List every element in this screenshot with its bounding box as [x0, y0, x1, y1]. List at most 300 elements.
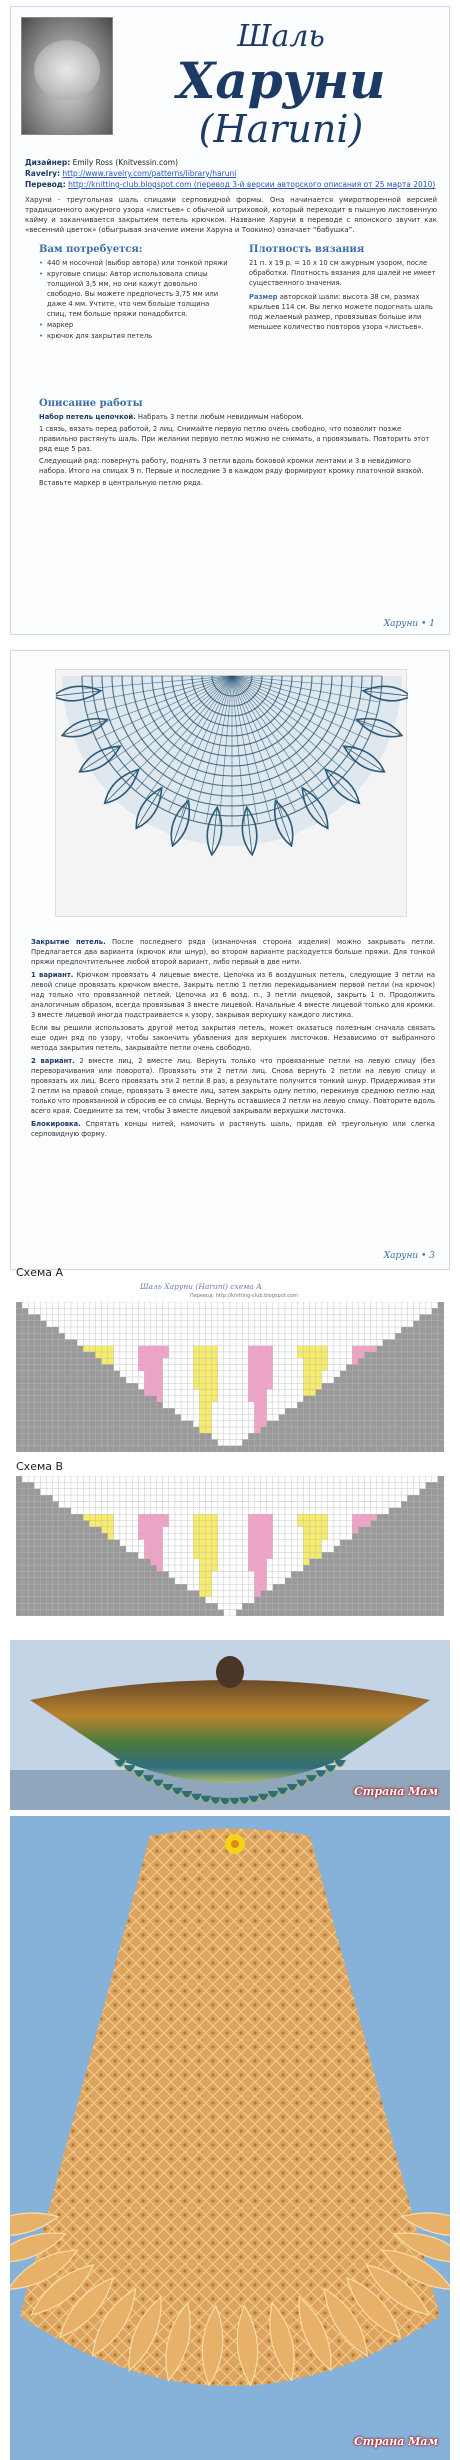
chart-cell [120, 1402, 126, 1408]
chart-cell [401, 1482, 407, 1488]
chart-cell [230, 1571, 236, 1577]
chart-cell [322, 1508, 328, 1514]
chart-cell [328, 1383, 334, 1389]
chart-cell [102, 1327, 108, 1333]
chart-cell [108, 1446, 114, 1452]
chart-cell [279, 1340, 285, 1346]
chart-cell [114, 1446, 120, 1452]
chart-cell [224, 1578, 230, 1584]
chart-cell [413, 1495, 419, 1501]
chart-cell [303, 1578, 309, 1584]
chart-cell [187, 1446, 193, 1452]
chart-cell [230, 1396, 236, 1402]
chart-cell [34, 1440, 40, 1446]
chart-cell [126, 1408, 132, 1414]
chart-cell [138, 1315, 144, 1321]
chart-cell [22, 1514, 28, 1520]
chart-cell [163, 1315, 169, 1321]
chart-cell [346, 1415, 352, 1421]
chart-cell [132, 1302, 138, 1308]
chart-cell [352, 1321, 358, 1327]
chart-cell [261, 1333, 267, 1339]
chart-cell [77, 1591, 83, 1597]
chart-cell [126, 1402, 132, 1408]
chart-cell [187, 1533, 193, 1539]
chart-cell [224, 1346, 230, 1352]
chart-cell [371, 1433, 377, 1439]
chart-cell [132, 1559, 138, 1565]
chart-cell [248, 1390, 254, 1396]
chart-cell [242, 1501, 248, 1507]
chart-cell [267, 1584, 273, 1590]
chart-cell [108, 1346, 114, 1352]
chart-cell [438, 1514, 444, 1520]
title-latin: (Haruni) [198, 107, 364, 151]
chart-cell [334, 1352, 340, 1358]
chart-cell [322, 1365, 328, 1371]
chart-cell [114, 1302, 120, 1308]
chart-cell [120, 1340, 126, 1346]
chart-cell [297, 1540, 303, 1546]
model-head [216, 1656, 244, 1688]
chart-cell [279, 1591, 285, 1597]
chart-cell [230, 1482, 236, 1488]
chart-cell [303, 1427, 309, 1433]
chart-cell [389, 1533, 395, 1539]
chart-cell [206, 1440, 212, 1446]
chart-cell [248, 1415, 254, 1421]
chart-cell [334, 1533, 340, 1539]
chart-cell [224, 1446, 230, 1452]
chart-cell [40, 1396, 46, 1402]
chart-cell [199, 1552, 205, 1558]
chart-cell [432, 1340, 438, 1346]
chart-cell [261, 1427, 267, 1433]
chart-cell [254, 1321, 260, 1327]
chart-cell [279, 1597, 285, 1603]
watermark: Страна Мам [354, 2435, 438, 2448]
chart-cell [346, 1501, 352, 1507]
gauge-column [249, 245, 439, 336]
chart-cell [407, 1552, 413, 1558]
chart-cell [279, 1383, 285, 1389]
chart-cell [365, 1476, 371, 1482]
chart-cell [65, 1352, 71, 1358]
chart-cell [169, 1527, 175, 1533]
chart-cell [285, 1365, 291, 1371]
chart-cell [34, 1565, 40, 1571]
chart-cell [395, 1371, 401, 1377]
chart-cell [346, 1552, 352, 1558]
chart-cell [279, 1610, 285, 1616]
chart-cell [383, 1597, 389, 1603]
chart-cell [144, 1327, 150, 1333]
chart-cell [261, 1396, 267, 1402]
chart-cell [389, 1489, 395, 1495]
chart-cell [187, 1427, 193, 1433]
chart-cell [206, 1327, 212, 1333]
chart-cell [395, 1308, 401, 1314]
chart-cell [108, 1321, 114, 1327]
chart-cell [132, 1603, 138, 1609]
chart-cell [126, 1495, 132, 1501]
designer-value: Emily Ross (Knitvessin.com) [72, 158, 178, 167]
chart-cell [438, 1603, 444, 1609]
chart-cell [371, 1371, 377, 1377]
chart-cell [413, 1440, 419, 1446]
chart-cell [365, 1559, 371, 1565]
chart-cell [303, 1571, 309, 1577]
chart-cell [144, 1521, 150, 1527]
chart-cell [377, 1377, 383, 1383]
chart-cell [138, 1408, 144, 1414]
chart-cell [230, 1476, 236, 1482]
chart-cell [297, 1501, 303, 1507]
chart-cell [303, 1358, 309, 1364]
chart-cell [151, 1476, 157, 1482]
chart-cell [230, 1421, 236, 1427]
chart-cell [206, 1390, 212, 1396]
chart-cell [358, 1508, 364, 1514]
chart-cell [95, 1346, 101, 1352]
chart-cell [224, 1597, 230, 1603]
chart-cell [126, 1340, 132, 1346]
chart-cell [371, 1571, 377, 1577]
chart-cell [230, 1597, 236, 1603]
chart-cell [316, 1383, 322, 1389]
chart-cell [169, 1584, 175, 1590]
chart-cell [383, 1302, 389, 1308]
chart-cell [438, 1333, 444, 1339]
chart-cell [254, 1433, 260, 1439]
chart-cell [254, 1402, 260, 1408]
chart-cell [358, 1315, 364, 1321]
chart-cell [230, 1408, 236, 1414]
chart-cell [163, 1383, 169, 1389]
chart-cell [291, 1427, 297, 1433]
chart-cell [291, 1321, 297, 1327]
chart-cell [224, 1377, 230, 1383]
ravelry-link[interactable]: http://www.ravelry.com/patterns/library/haruni [62, 169, 237, 178]
chart-cell [120, 1377, 126, 1383]
chart-cell [230, 1302, 236, 1308]
chart-cell [199, 1390, 205, 1396]
chart-cell [206, 1482, 212, 1488]
chart-cell [285, 1396, 291, 1402]
shawl-flat-photo [10, 1816, 450, 2460]
chart-cell [389, 1476, 395, 1482]
chart-cell [126, 1603, 132, 1609]
chart-cell [279, 1408, 285, 1414]
chart-cell [340, 1446, 346, 1452]
chart-cell [352, 1546, 358, 1552]
chart-cell [47, 1302, 53, 1308]
chart-cell [108, 1591, 114, 1597]
chart-cell [303, 1489, 309, 1495]
chart-cell [346, 1302, 352, 1308]
chart-cell [328, 1533, 334, 1539]
chart-cell [193, 1514, 199, 1520]
chart-cell [16, 1358, 22, 1364]
chart-cell [291, 1433, 297, 1439]
chart-cell [34, 1352, 40, 1358]
chart-cell [303, 1603, 309, 1609]
chart-cell [65, 1482, 71, 1488]
chart-cell [65, 1402, 71, 1408]
chart-cell [22, 1527, 28, 1533]
chart-cell [426, 1402, 432, 1408]
chart-cell [108, 1501, 114, 1507]
chart-cell [291, 1610, 297, 1616]
chart-cell [187, 1365, 193, 1371]
chart-cell [426, 1514, 432, 1520]
chart-cell [40, 1408, 46, 1414]
chart-cell [334, 1333, 340, 1339]
chart-cell [383, 1552, 389, 1558]
chart-cell [432, 1308, 438, 1314]
chart-cell [236, 1440, 242, 1446]
materials-item: • 440 м носочной (выбор автора) или тонкой пряжи [39, 258, 229, 268]
chart-cell [151, 1396, 157, 1402]
chart-cell [83, 1597, 89, 1603]
chart-cell [297, 1365, 303, 1371]
chart-cell [163, 1390, 169, 1396]
chart-cell [151, 1482, 157, 1488]
chart-cell [242, 1352, 248, 1358]
chart-cell [438, 1308, 444, 1314]
chart-cell [346, 1383, 352, 1389]
chart-cell [71, 1440, 77, 1446]
chart-cell [291, 1578, 297, 1584]
chart-cell [309, 1501, 315, 1507]
chart-cell [413, 1552, 419, 1558]
chart-cell [267, 1565, 273, 1571]
chart-cell [16, 1591, 22, 1597]
chart-cell [22, 1501, 28, 1507]
chart-cell [181, 1346, 187, 1352]
chart-cell [144, 1408, 150, 1414]
chart-cell [28, 1427, 34, 1433]
chart-cell [169, 1377, 175, 1383]
chart-cell [401, 1603, 407, 1609]
chart-cell [309, 1514, 315, 1520]
chart-cell [22, 1521, 28, 1527]
chart-cell [218, 1315, 224, 1321]
chart-cell [28, 1603, 34, 1609]
chart-cell [157, 1495, 163, 1501]
chart-cell [254, 1396, 260, 1402]
chart-cell [144, 1591, 150, 1597]
chart-cell [120, 1396, 126, 1402]
chart-cell [212, 1482, 218, 1488]
chart-cell [22, 1365, 28, 1371]
chart-cell [309, 1415, 315, 1421]
chart-cell [138, 1340, 144, 1346]
chart-cell [316, 1508, 322, 1514]
chart-cell [316, 1333, 322, 1339]
chart-cell [77, 1501, 83, 1507]
chart-cell [71, 1597, 77, 1603]
chart-a-label: Схема А [16, 1266, 64, 1279]
chart-cell [303, 1521, 309, 1527]
chart-cell [377, 1321, 383, 1327]
chart-cell [212, 1552, 218, 1558]
chart-cell [218, 1571, 224, 1577]
chart-cell [114, 1421, 120, 1427]
chart-cell [230, 1433, 236, 1439]
chart-cell [377, 1371, 383, 1377]
chart-cell [28, 1358, 34, 1364]
chart-cell [163, 1440, 169, 1446]
chart-cell [401, 1396, 407, 1402]
chart-cell [157, 1358, 163, 1364]
chart-cell [65, 1346, 71, 1352]
chart-cell [144, 1352, 150, 1358]
chart-cell [126, 1365, 132, 1371]
chart-cell [120, 1597, 126, 1603]
intro-paragraph: Харуни - треугольная шаль спицами серповидной формы. Она начинается умиротворенной версией традиционного ажурного узора «листьев» с обычной штриховой, который переходит в пышную листовенную кайму и заканчивается закрытием петель крючком. Название Харуни в переводе с японского звучит как «весенний цветок» (обыгрывая значение имени Харуна и Тоокино) означает “бабушка”. [25, 196, 437, 234]
chart-cell [389, 1597, 395, 1603]
work-step-text: Следующий ряд: повернуть работу, поднять 3 петли вдоль боковой кромки лентами и 3 в невидимого набора. Итого на спицах 9 п. Первые и последние 3 в каждом ряду формируют кромку платочной вязкой. [39, 457, 424, 475]
chart-cell [114, 1540, 120, 1546]
chart-cell [328, 1433, 334, 1439]
chart-cell [199, 1396, 205, 1402]
chart-cell [230, 1340, 236, 1346]
chart-cell [401, 1476, 407, 1482]
chart-cell [230, 1546, 236, 1552]
chart-cell [389, 1482, 395, 1488]
chart-cell [273, 1521, 279, 1527]
chart-cell [28, 1383, 34, 1389]
chart-cell [291, 1415, 297, 1421]
chart-cell [28, 1446, 34, 1452]
chart-cell [407, 1402, 413, 1408]
chart-cell [16, 1603, 22, 1609]
translation-link[interactable]: http://knitting-club.blogspot.com (перевод 3-й версии авторского описания от 25 марта 2010) [68, 180, 436, 189]
chart-cell [383, 1333, 389, 1339]
chart-cell [334, 1559, 340, 1565]
chart-cell [291, 1308, 297, 1314]
chart-cell [83, 1340, 89, 1346]
chart-cell [120, 1514, 126, 1520]
chart-cell [273, 1433, 279, 1439]
chart-cell [175, 1446, 181, 1452]
chart-cell [389, 1440, 395, 1446]
chart-cell [40, 1340, 46, 1346]
chart-cell [224, 1352, 230, 1358]
chart-cell [34, 1552, 40, 1558]
chart-cell [83, 1327, 89, 1333]
chart-cell [413, 1383, 419, 1389]
chart-cell [199, 1440, 205, 1446]
chart-cell [218, 1352, 224, 1358]
chart-cell [34, 1333, 40, 1339]
chart-cell [316, 1327, 322, 1333]
chart-cell [395, 1352, 401, 1358]
chart-cell [151, 1315, 157, 1321]
chart-cell [426, 1482, 432, 1488]
chart-cell [316, 1308, 322, 1314]
chart-cell [126, 1302, 132, 1308]
chart-cell [365, 1603, 371, 1609]
chart-cell [193, 1408, 199, 1414]
chart-cell [267, 1571, 273, 1577]
chart-cell [16, 1340, 22, 1346]
chart-cell [175, 1571, 181, 1577]
chart-cell [273, 1610, 279, 1616]
chart-cell [236, 1597, 242, 1603]
chart-cell [163, 1396, 169, 1402]
chart-cell [395, 1476, 401, 1482]
chart-cell [254, 1446, 260, 1452]
chart-cell [248, 1327, 254, 1333]
chart-cell [151, 1308, 157, 1314]
chart-cell [309, 1321, 315, 1327]
chart-cell [40, 1521, 46, 1527]
chart-cell [236, 1377, 242, 1383]
chart-cell [328, 1546, 334, 1552]
chart-cell [22, 1371, 28, 1377]
chart-cell [34, 1559, 40, 1565]
chart-cell [28, 1546, 34, 1552]
chart-cell [420, 1302, 426, 1308]
chart-cell [254, 1333, 260, 1339]
chart-cell [377, 1308, 383, 1314]
chart-cell [285, 1390, 291, 1396]
chart-cell [83, 1396, 89, 1402]
chart-cell [193, 1546, 199, 1552]
chart-cell [16, 1365, 22, 1371]
chart-cell [230, 1495, 236, 1501]
chart-cell [224, 1584, 230, 1590]
chart-cell [291, 1540, 297, 1546]
blocking-label: Блокировка. [31, 1120, 81, 1128]
chart-cell [322, 1578, 328, 1584]
chart-cell [383, 1358, 389, 1364]
chart-cell [138, 1527, 144, 1533]
chart-cell [120, 1489, 126, 1495]
chart-cell [346, 1321, 352, 1327]
chart-cell [187, 1402, 193, 1408]
chart-cell [285, 1489, 291, 1495]
chart-cell [248, 1527, 254, 1533]
chart-cell [377, 1603, 383, 1609]
chart-cell [365, 1578, 371, 1584]
chart-cell [340, 1440, 346, 1446]
chart-cell [16, 1597, 22, 1603]
chart-cell [365, 1365, 371, 1371]
chart-cell [279, 1352, 285, 1358]
chart-cell [212, 1446, 218, 1452]
chart-cell [365, 1346, 371, 1352]
chart-cell [40, 1482, 46, 1488]
chart-cell [346, 1390, 352, 1396]
chart-cell [175, 1495, 181, 1501]
chart-cell [40, 1559, 46, 1565]
chart-cell [132, 1346, 138, 1352]
chart-cell [346, 1396, 352, 1402]
chart-cell [181, 1383, 187, 1389]
chart-cell [28, 1365, 34, 1371]
chart-cell [212, 1377, 218, 1383]
watermark: Страна Мам [354, 1785, 438, 1798]
chart-cell [230, 1352, 236, 1358]
chart-cell [279, 1371, 285, 1377]
chart-cell [413, 1315, 419, 1321]
chart-cell [346, 1508, 352, 1514]
work-cast-on-text: Набрать 3 петли любым невидимым набором. [137, 413, 304, 421]
chart-cell [352, 1501, 358, 1507]
